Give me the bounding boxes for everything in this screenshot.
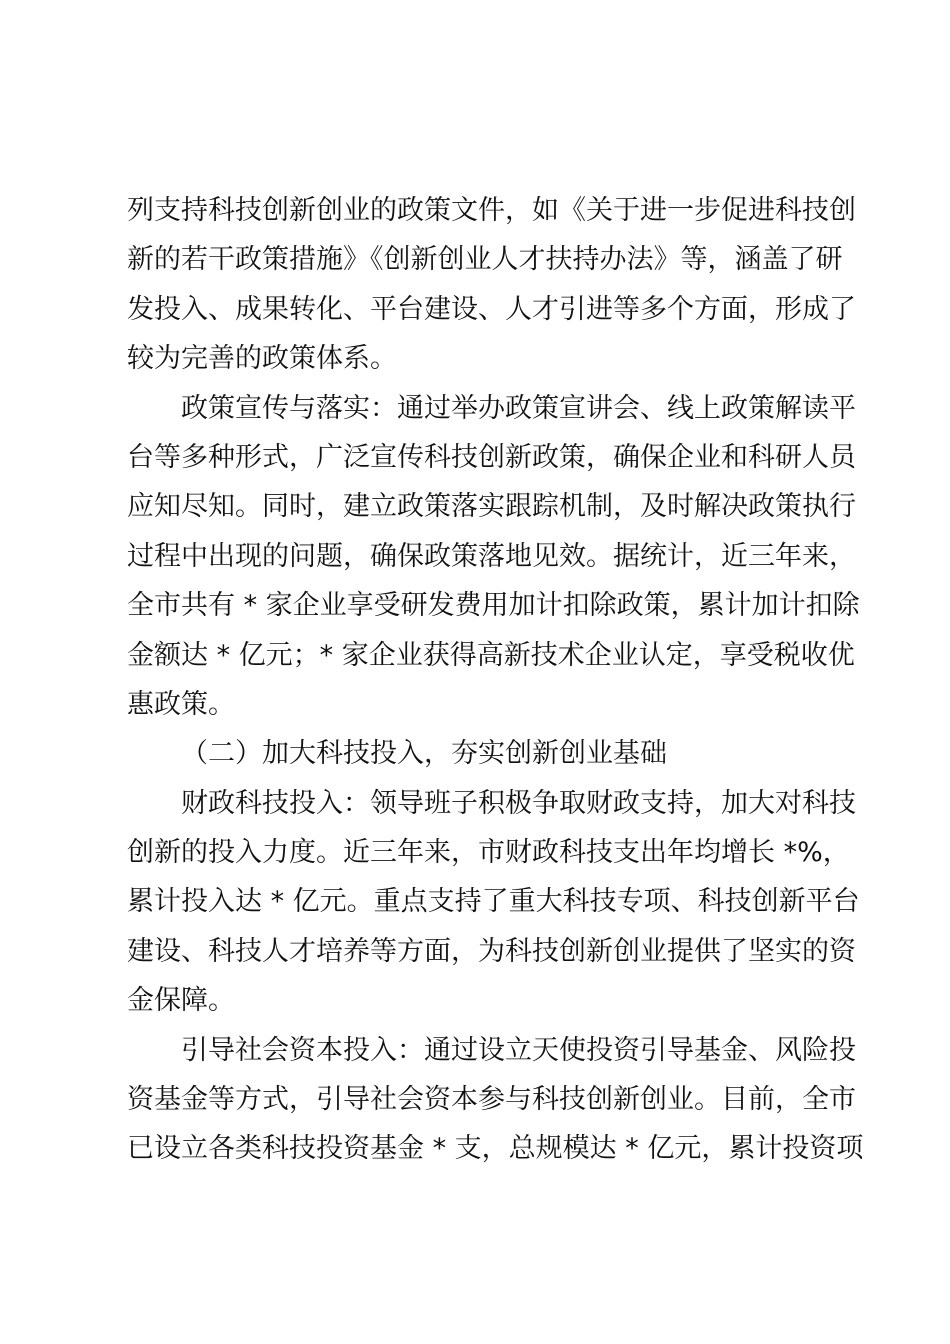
text-line: 已设立各类科技投资基金 * 支，总规模达 * 亿元，累计投资项 <box>127 1133 864 1165</box>
text-line: 全市共有 * 家企业享受研发费用加计扣除政策，累计加计扣除 <box>127 590 860 622</box>
text-line: 过程中出现的问题，确保政策落地见效。据统计，近三年来， <box>127 540 856 572</box>
text-line: 发投入、成果转化、平台建设、人才引进等多个方面，形成了 <box>127 293 856 325</box>
text-line: 资基金等方式，引导社会资本参与科技创新创业。目前，全市 <box>127 1084 856 1116</box>
text-line: 金保障。 <box>127 985 235 1017</box>
paragraph-start-line: 财政科技投入：领导班子积极争取财政支持，加大对科技 <box>181 787 856 819</box>
text-line: 惠政策。 <box>127 688 235 720</box>
text-line: 建设、科技人才培养等方面，为科技创新创业提供了坚实的资 <box>127 935 856 967</box>
document-body <box>127 186 864 1174</box>
text-line: 列支持科技创新创业的政策文件，如《关于进一步促进科技创 <box>127 195 856 226</box>
paragraph-start-line: 政策宣传与落实：通过举办政策宣讲会、线上政策解读平 <box>181 392 856 424</box>
text-line: 新的若干政策措施》《创新创业人才扶持办法》等，涵盖了研 <box>127 244 843 276</box>
text-line: 金额达 * 亿元；* 家企业获得高新技术企业认定，享受税收优 <box>127 639 855 671</box>
paragraph-start-line: 引导社会资本投入：通过设立天使投资引导基金、风险投 <box>181 1034 856 1066</box>
text-line: 台等多种形式，广泛宣传科技创新政策，确保企业和科研人员 <box>127 441 856 473</box>
text-line: 累计投入达 * 亿元。重点支持了重大科技专项、科技创新平台 <box>127 886 860 918</box>
text-line: 创新的投入力度。近三年来，市财政科技支出年均增长 *%， <box>127 837 850 869</box>
text-line: 应知尽知。同时，建立政策落实跟踪机制，及时解决政策执行 <box>127 491 856 523</box>
text-line: 较为完善的政策体系。 <box>127 343 397 375</box>
section-heading: （二）加大科技投入，夯实创新创业基础 <box>181 738 667 770</box>
